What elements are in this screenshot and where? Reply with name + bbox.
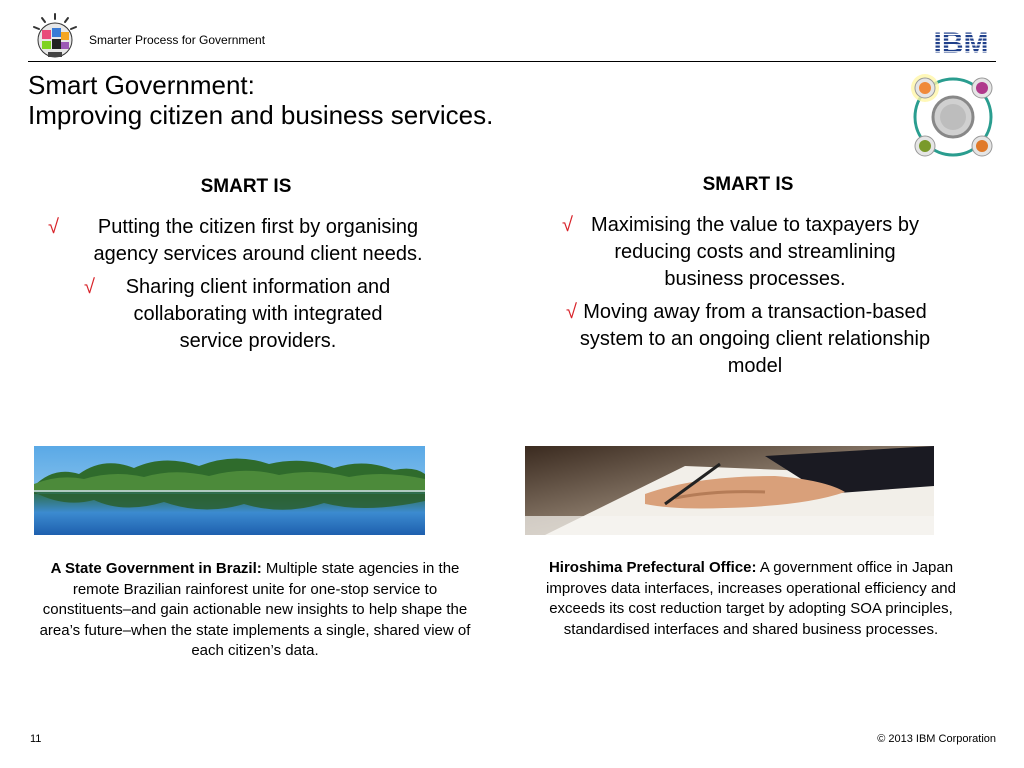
list-item	[560, 299, 950, 380]
title-line-1: Smart Government:	[28, 70, 255, 100]
right-bullet-list	[560, 212, 950, 386]
list-item	[48, 214, 460, 268]
bullet-text: Maximising the value to taxpayers by reducing costs and streamlining business processes.	[591, 214, 919, 290]
caption-body: Multiple state agencies in the remote Brazilian rainforest unite for one-stop service to constituents–and gain actionable new insights to help shape the area’s future–when the state implements a single, shared view of each citizen’s data.	[39, 560, 471, 659]
check-mark-icon: √	[48, 216, 59, 238]
left-bullet-list	[48, 214, 460, 361]
check-mark-icon: √	[566, 301, 577, 323]
header-subtitle: Smarter Process for Government	[89, 33, 266, 47]
bullet-text: Sharing client information and collaborating with integrated service providers.	[125, 276, 391, 352]
check-mark-icon: √	[84, 276, 95, 298]
hand-signing-document-photo	[525, 446, 934, 535]
svg-text:IBM: IBM	[933, 28, 989, 56]
bullet-text: Moving away from a transaction-based system to an ongoing client relationship model	[579, 301, 931, 377]
left-case-study-caption	[30, 559, 480, 662]
copyright-notice: © 2013 IBM Corporation	[877, 733, 996, 745]
page-number: 11	[30, 733, 42, 745]
check-mark-icon: √	[562, 214, 573, 236]
smarter-planet-bulb-icon	[30, 12, 80, 62]
left-column-heading: SMART IS	[200, 176, 292, 197]
right-case-study-caption	[520, 558, 982, 640]
header-divider	[28, 61, 996, 62]
list-item	[56, 274, 460, 355]
page-title	[28, 70, 493, 130]
right-column-heading: SMART IS	[702, 174, 794, 195]
caption-title: A State Government in Brazil:	[50, 560, 262, 577]
bullet-text: Putting the citizen first by organising agency services around client needs.	[93, 216, 423, 265]
rainforest-river-photo	[34, 446, 425, 535]
caption-body: A government office in Japan improves data interfaces, increases operational efficiency and exceeds its cost reduction target by adopting SOA principles, standardised interfaces and shared business processes.	[546, 559, 956, 638]
ibm-logo	[926, 28, 996, 56]
list-item	[560, 212, 950, 293]
title-line-2: Improving citizen and business services.	[28, 100, 494, 130]
caption-title: Hiroshima Prefectural Office:	[548, 559, 757, 576]
process-cycle-icon	[906, 70, 1000, 164]
